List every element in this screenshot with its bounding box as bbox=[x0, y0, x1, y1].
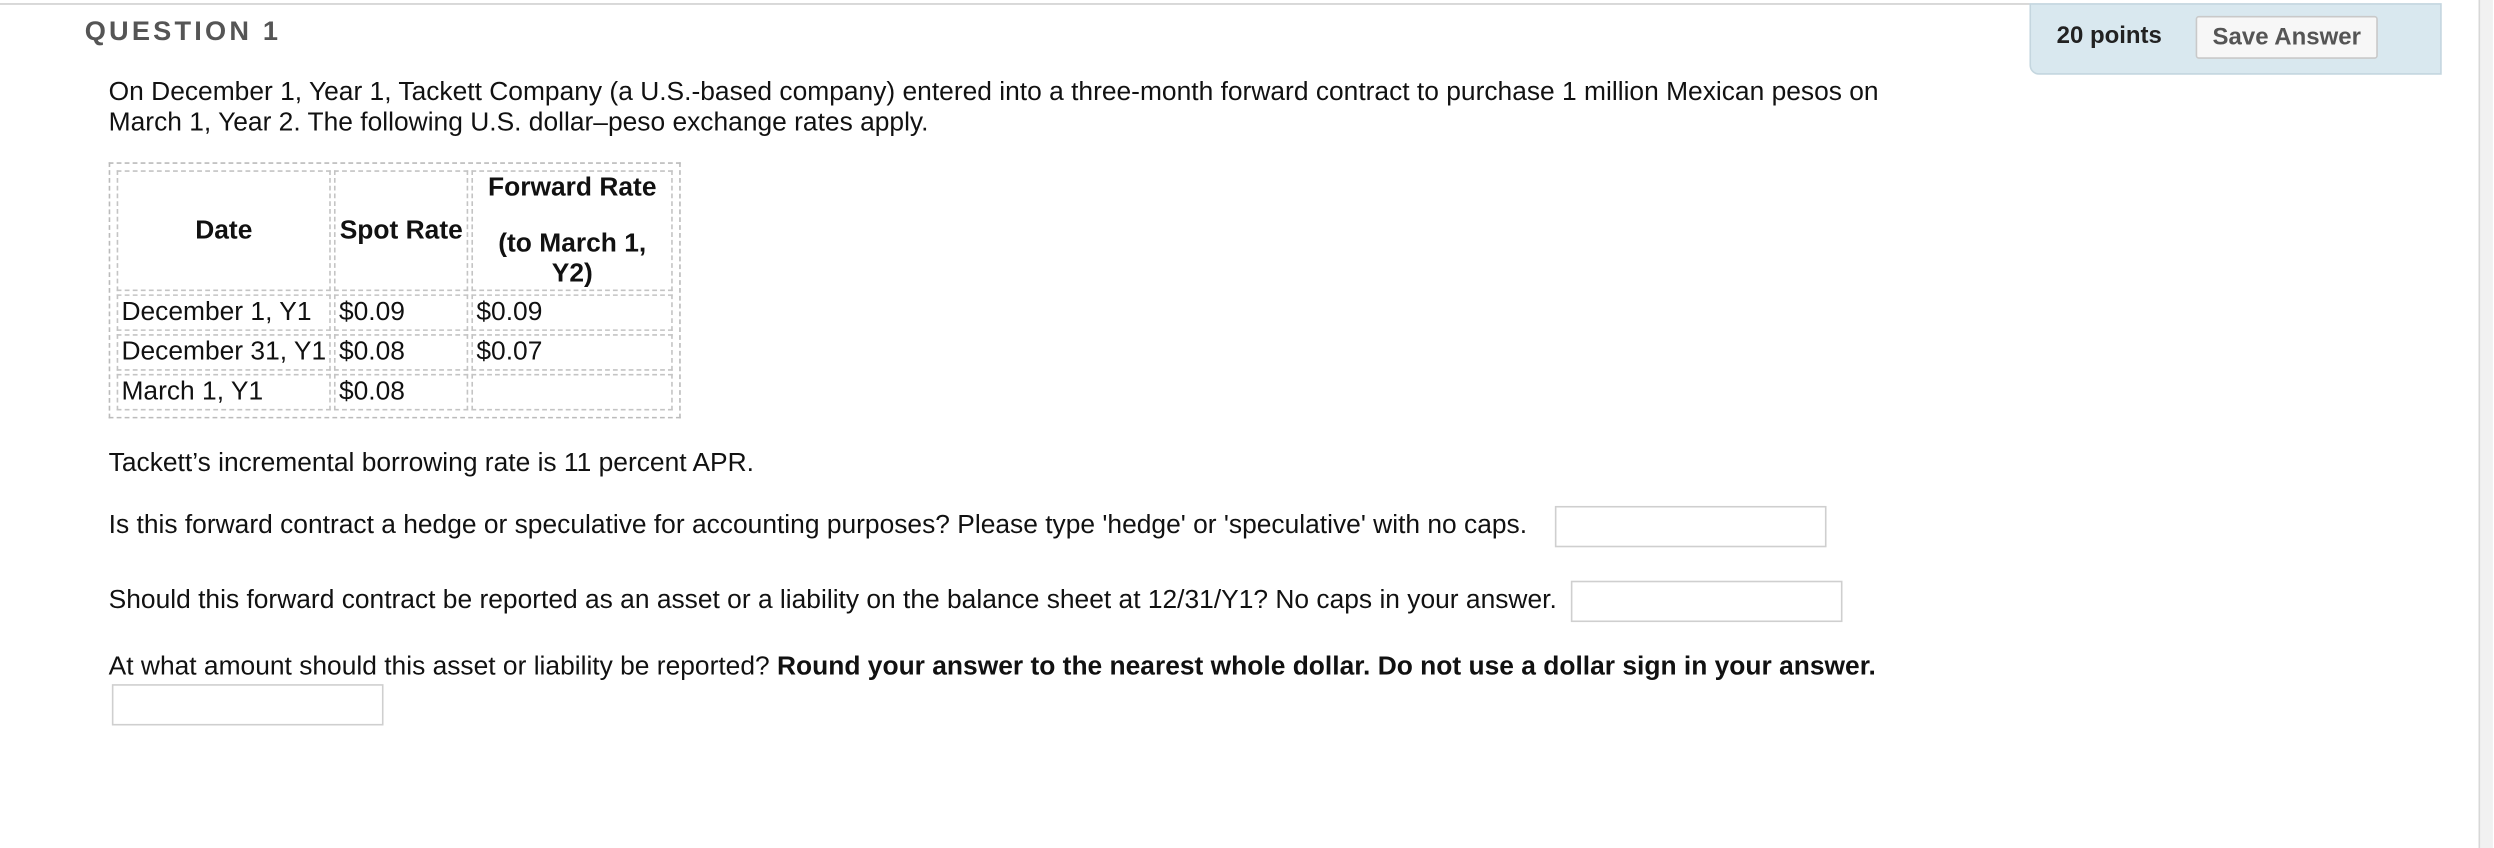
table-row bbox=[117, 294, 673, 331]
header-forward-rate bbox=[472, 170, 673, 291]
question-amount-instructions: Round your answer to the nearest whole dollar. Do not use a dollar sign in your answer. bbox=[777, 652, 1876, 681]
header-forward-rate-line1: Forward Rate bbox=[488, 172, 657, 202]
cell-date: December 1, Y1 bbox=[117, 294, 331, 331]
cell-spot: $0.09 bbox=[334, 294, 468, 331]
question-amount-text-normal: At what amount should this asset or liability be reported? bbox=[108, 652, 778, 681]
save-answer-button[interactable]: Save Answer bbox=[2196, 16, 2378, 59]
points-label: 20 points bbox=[2056, 22, 2162, 50]
question-hedge-text: Is this forward contract a hedge or speculative for accounting purposes? Please type 'hedge' or 'speculative' with no caps. bbox=[108, 510, 1528, 540]
cell-forward bbox=[472, 374, 673, 411]
cell-spot: $0.08 bbox=[334, 334, 468, 371]
header-date: Date bbox=[117, 170, 331, 291]
cell-forward: $0.09 bbox=[472, 294, 673, 331]
hedge-answer-input[interactable] bbox=[1555, 506, 1827, 547]
header-spot-rate: Spot Rate bbox=[334, 170, 468, 291]
amount-answer-input[interactable] bbox=[112, 684, 384, 725]
vertical-scrollbar[interactable] bbox=[2478, 0, 2492, 848]
cell-date: March 1, Y1 bbox=[117, 374, 331, 411]
top-divider bbox=[0, 3, 2029, 5]
question-asset-liability-text: Should this forward contract be reported as an asset or a liability on the balance sheet at 12/31/Y1? No caps in your answer. bbox=[108, 585, 1557, 615]
question-intro: On December 1, Year 1, Tackett Company (a U.S.-based company) entered into a three-month forward contract to purchase 1 million Mexican pesos on March 1, Year 2. The following U.S. dollar–peso exchange rates apply. bbox=[108, 77, 1879, 137]
cell-forward: $0.07 bbox=[472, 334, 673, 371]
borrowing-rate-text: Tackett’s incremental borrowing rate is 11 percent APR. bbox=[108, 448, 755, 478]
table-header-row bbox=[117, 170, 673, 291]
exchange-rates-table bbox=[109, 162, 681, 418]
asset-liability-answer-input[interactable] bbox=[1571, 581, 1843, 622]
header-forward-rate-line2: (to March 1, Y2) bbox=[498, 228, 647, 288]
points-panel bbox=[2029, 3, 2441, 75]
table-row bbox=[117, 374, 673, 411]
question-amount-text bbox=[109, 652, 1876, 682]
question-header: QUESTION 1 bbox=[84, 15, 282, 47]
cell-spot: $0.08 bbox=[334, 374, 468, 411]
table-row bbox=[117, 334, 673, 371]
cell-date: December 31, Y1 bbox=[117, 334, 331, 371]
